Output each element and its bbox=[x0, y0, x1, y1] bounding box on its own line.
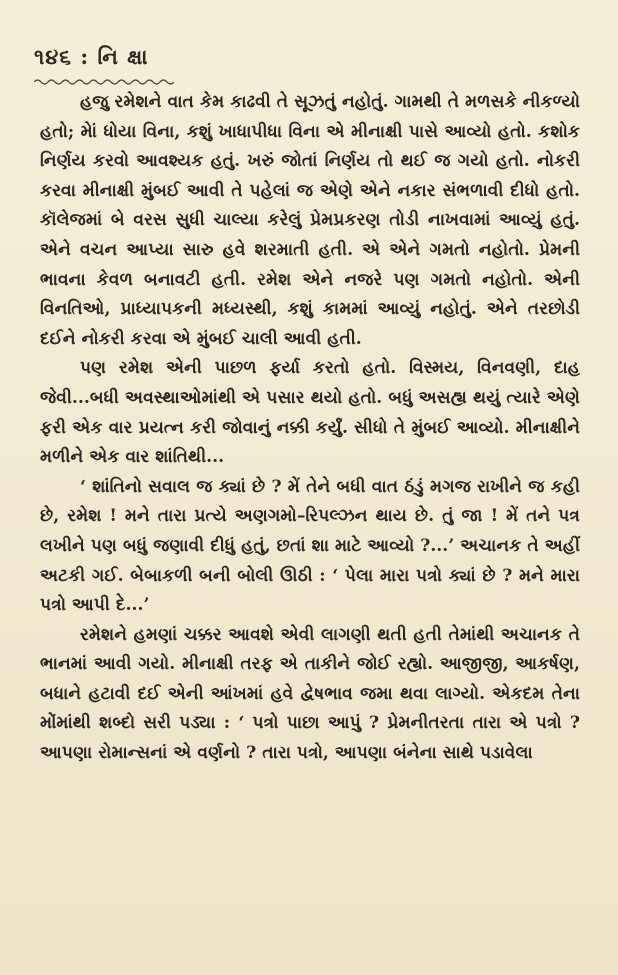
paragraph: ‘ શાંતિનો સવાલ જ ક્યાં છે ? મેં તેને બધી વાત ઠંડું મગજ રાખીને જ કહી છે, રમેશ ! મને તારા પ્રત્યે અણગમો–રિપલ્ઝન થાય છે. તું જા ! મેં તને પત્ર લખીને પણ બધું જણાવી દીધું હતું, છતાં શા માટે આવ્યો ?...’ અચાનક તે અહીં અટકી ગઈ. બેબાકળી બની બોલી ઊઠી : ‘ પેલા મારા પત્રો ક્યાં છે ? મને મારા પત્રો આપી દે...’ bbox=[40, 476, 580, 616]
wavy-underline-ornament bbox=[34, 78, 174, 86]
paragraph: રમેશને હમણાં ચક્કર આવશે એવી લાગણી થતી હતી તેમાંથી અચાનક તે ભાનમાં આવી ગયો. મીનાક્ષી તરફ એ તાકીને જોઈ રહ્યો. આજીજી, આકર્ષણ, બધાને હટાવી દઈ એની આંખમાં હવે દ્વેષભાવ જમા થવા લાગ્યો. એકદમ તેના મોંમાંથી શબ્દો સરી પડ્યા : ‘ પત્રો પાછા આપું ? પ્રેમનીતરતા તારા એ પત્રો ? આપણા રોમાન્સનાં એ વર્ણનો ? તારા પત્રો, આપણા બંનેના સાથે પડાવેલા bbox=[40, 624, 580, 764]
chapter-title: નિ ક્ષા bbox=[97, 44, 149, 69]
body-text bbox=[40, 88, 580, 769]
paragraph: હજુ રમેશને વાત કેમ કાઢવી તે સૂઝતું નહોતું. ગામથી તે મળસકે નીકળ્યો હતો; મેાં ધોયા વિના, કશું ખાધાપીધા વિના એ મીનાક્ષી પાસે આવ્યો હતો. કશોક નિર્ણય કરવો આવશ્યક હતું. ખરું જોતાં નિર્ણય તો થઈ જ ગયો હતો. નોકરી કરવા મીનાક્ષી મુંબઈ આવી તે પહેલાં જ એણે એને નકાર સંભળાવી દીધો હતો. કૉલેજમાં બે વરસ સુધી ચાલ્યા કરેલું પ્રેમપ્રકરણ તોડી નાખવામાં આવ્યું હતું. એને વચન આપ્યા સારુ હવે શરમાતી હતી. એ એને ગમતો નહોતો. પ્રેમની ભાવના કેવળ બનાવટી હતી. રમેશ એને નજરે પણ ગમતો નહોતો. એની વિનતિઓ, પ્રાધ્યાપકની મધ્યસ્થી, કશું કામમાં આવ્યું નહોતું. એને તરછોડી દઈને નોકરી કરવા એ મુંબઈ ચાલી આવી હતી. bbox=[40, 92, 580, 349]
page-number: ૧૪૬ bbox=[34, 44, 73, 69]
header-separator: : bbox=[80, 44, 90, 69]
paragraph: પણ રમેશ એની પાછળ ફર્યા કરતો હતો. વિસ્મય, વિનવણી, દાહ જેવી...બધી અવસ્થાઓમાંથી એ પસાર થયો હતો. બધું અસહ્ય થયું ત્યારે એણે ફરી એક વાર પ્રયત્ન કરી જોવાનું નક્કી કર્યું. સીધો તે મુંબઈ આવ્યો. મીનાક્ષીને મળીને એક વાર શાંતિથી... bbox=[40, 358, 580, 468]
running-header bbox=[34, 44, 149, 70]
